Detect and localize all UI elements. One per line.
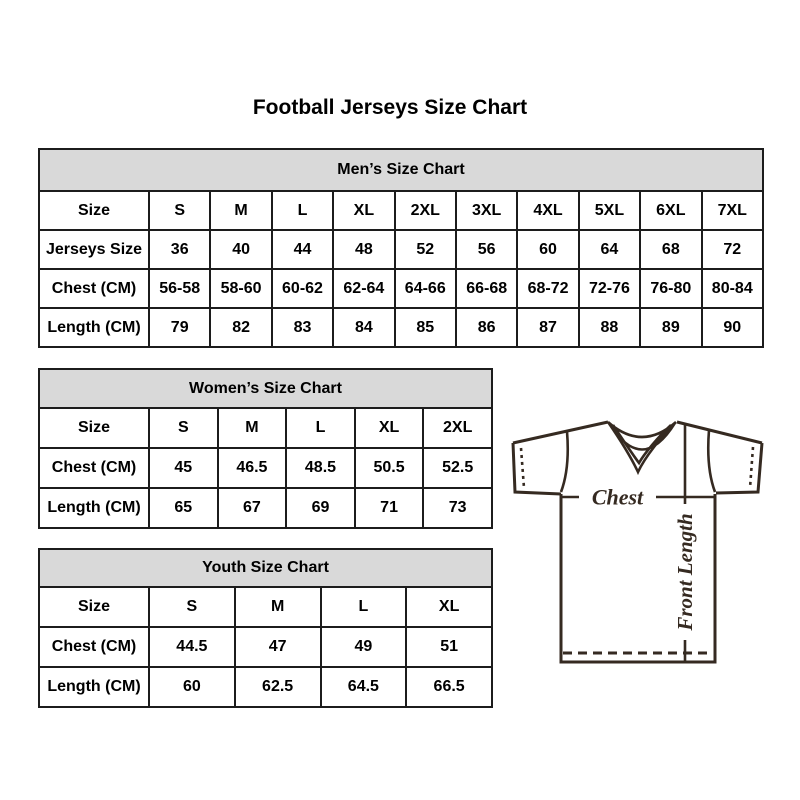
value-cell: 86 (456, 308, 517, 347)
value-cell: 87 (517, 308, 578, 347)
page-title: Football Jerseys Size Chart (252, 96, 528, 119)
value-cell: 71 (355, 488, 424, 528)
table-row (39, 408, 492, 448)
value-cell: 88 (579, 308, 640, 347)
value-cell: 72 (702, 230, 763, 269)
value-cell: 60 (149, 667, 235, 707)
value-cell: 47 (235, 627, 321, 667)
value-cell: 83 (272, 308, 333, 347)
value-cell: 3XL (456, 191, 517, 230)
value-cell: 66-68 (456, 269, 517, 308)
value-cell: 49 (321, 627, 407, 667)
chest-label: Chest (591, 484, 644, 510)
value-cell: 60-62 (272, 269, 333, 308)
jersey-measurement-diagram (500, 400, 780, 680)
value-cell: 68-72 (517, 269, 578, 308)
value-cell: 82 (210, 308, 271, 347)
row-label-cell: Length (CM) (39, 667, 149, 707)
row-label-cell: Length (CM) (39, 488, 149, 528)
value-cell: 89 (640, 308, 701, 347)
value-cell: 72-76 (579, 269, 640, 308)
row-label-cell: Chest (CM) (39, 627, 149, 667)
table-row (39, 667, 492, 707)
row-label-cell: Length (CM) (39, 308, 149, 347)
row-label-cell: Chest (CM) (39, 269, 149, 308)
value-cell: 60 (517, 230, 578, 269)
jersey-right-sleeve (716, 443, 762, 493)
row-label-cell: Size (39, 587, 149, 627)
mens-size-table (38, 148, 764, 348)
value-cell: 50.5 (355, 448, 424, 488)
value-cell: XL (406, 587, 492, 627)
value-cell: 68 (640, 230, 701, 269)
value-cell: 62.5 (235, 667, 321, 707)
row-label-cell: Size (39, 191, 149, 230)
value-cell: 36 (149, 230, 210, 269)
value-cell: XL (333, 191, 394, 230)
table-row (39, 191, 763, 230)
value-cell: 46.5 (218, 448, 287, 488)
front-length-label: Front Length (673, 513, 697, 631)
youth-size-table (38, 548, 493, 708)
value-cell: M (218, 408, 287, 448)
value-cell: 79 (149, 308, 210, 347)
value-cell: 2XL (423, 408, 492, 448)
women-chart-title: Women’s Size Chart (39, 369, 492, 408)
value-cell: 64.5 (321, 667, 407, 707)
jersey-shoulders (513, 422, 762, 443)
womens-size-table (38, 368, 493, 529)
row-label-cell: Size (39, 408, 149, 448)
value-cell: 48.5 (286, 448, 355, 488)
value-cell: 90 (702, 308, 763, 347)
men-section-header-row (39, 149, 763, 191)
value-cell: 44.5 (149, 627, 235, 667)
value-cell: 76-80 (640, 269, 701, 308)
value-cell: 48 (333, 230, 394, 269)
value-cell: M (210, 191, 271, 230)
value-cell: 51 (406, 627, 492, 667)
value-cell: 85 (395, 308, 456, 347)
value-cell: 52.5 (423, 448, 492, 488)
youth-section-header-row (39, 549, 492, 587)
value-cell: 44 (272, 230, 333, 269)
value-cell: 65 (149, 488, 218, 528)
value-cell: L (286, 408, 355, 448)
value-cell: 52 (395, 230, 456, 269)
value-cell: S (149, 191, 210, 230)
youth-chart-title: Youth Size Chart (39, 549, 492, 587)
row-label-cell: Chest (CM) (39, 448, 149, 488)
value-cell: 69 (286, 488, 355, 528)
value-cell: 64 (579, 230, 640, 269)
value-cell: M (235, 587, 321, 627)
women-section-header-row (39, 369, 492, 408)
value-cell: 80-84 (702, 269, 763, 308)
value-cell: 66.5 (406, 667, 492, 707)
value-cell: 58-60 (210, 269, 271, 308)
value-cell: XL (355, 408, 424, 448)
value-cell: L (272, 191, 333, 230)
value-cell: 45 (149, 448, 218, 488)
value-cell: 7XL (702, 191, 763, 230)
value-cell: 56 (456, 230, 517, 269)
value-cell: S (149, 587, 235, 627)
jersey-collar (608, 422, 676, 472)
table-row (39, 230, 763, 269)
row-label-cell: Jerseys Size (39, 230, 149, 269)
value-cell: 73 (423, 488, 492, 528)
value-cell: 4XL (517, 191, 578, 230)
value-cell: 5XL (579, 191, 640, 230)
value-cell: 62-64 (333, 269, 394, 308)
value-cell: L (321, 587, 407, 627)
value-cell: 40 (210, 230, 271, 269)
value-cell: 2XL (395, 191, 456, 230)
value-cell: 67 (218, 488, 287, 528)
men-chart-title: Men’s Size Chart (39, 149, 763, 191)
table-row (39, 587, 492, 627)
table-row (39, 448, 492, 488)
value-cell: 6XL (640, 191, 701, 230)
table-row (39, 488, 492, 528)
value-cell: 84 (333, 308, 394, 347)
table-row (39, 627, 492, 667)
value-cell: 56-58 (149, 269, 210, 308)
value-cell: 64-66 (395, 269, 456, 308)
table-row (39, 269, 763, 308)
table-row (39, 308, 763, 347)
value-cell: S (149, 408, 218, 448)
jersey-illustration (500, 400, 780, 680)
